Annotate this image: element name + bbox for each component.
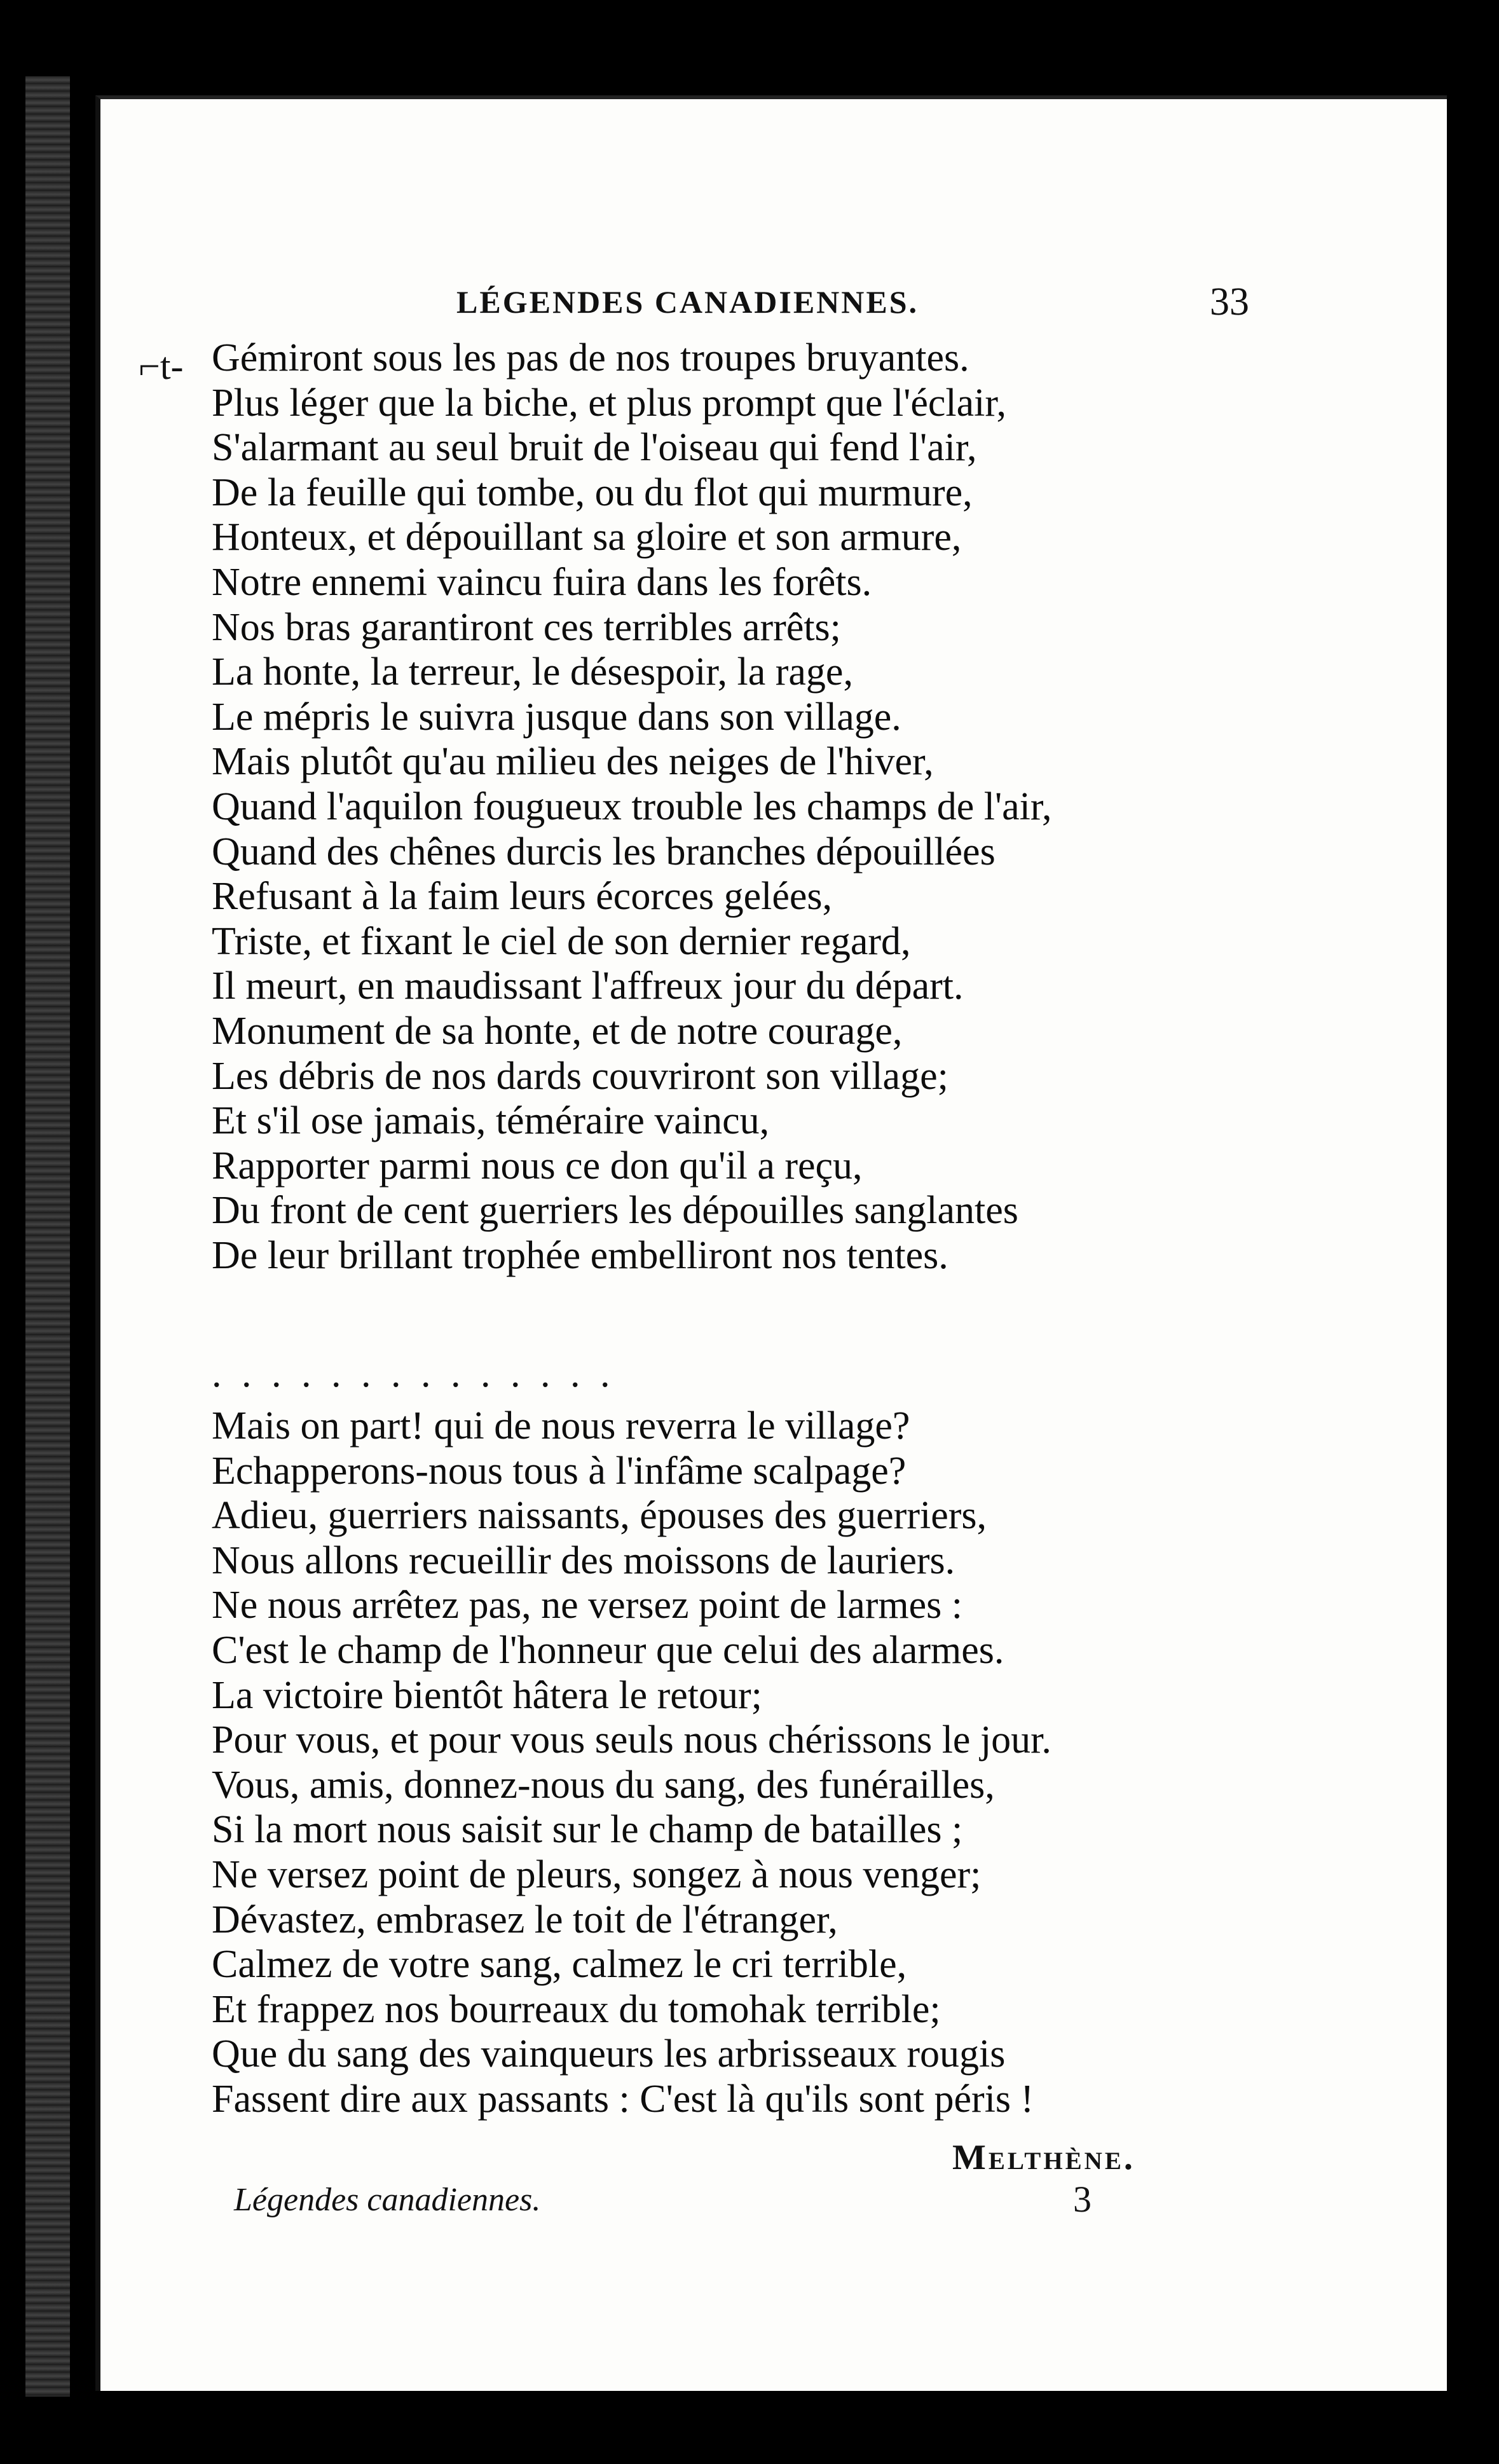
verse-line: Monument de sa honte, et de notre courage, xyxy=(212,1009,903,1053)
verse-line: S'alarmant au seul bruit de l'oiseau qui fend l'air, xyxy=(212,426,977,470)
page-header xyxy=(100,280,1447,334)
verse-line: Nos bras garantiront ces terribles arrêts; xyxy=(212,605,841,649)
verse-line: Ne nous arrêtez pas, ne versez point de larmes : xyxy=(212,1584,962,1627)
author-signature: Melthène. xyxy=(952,2138,1135,2177)
page-number: 33 xyxy=(1210,280,1249,324)
verse-line: Dévastez, embrasez le toit de l'étranger, xyxy=(212,1898,838,1941)
verse-line: De la feuille qui tombe, ou du flot qui murmure, xyxy=(212,470,973,514)
poem-stanza-2 xyxy=(212,1404,1420,2122)
verse-line: Du front de cent guerriers les dépouilles sanglantes xyxy=(212,1189,1018,1233)
book-page xyxy=(95,95,1447,2391)
verse-line: Calmez de votre sang, calmez le cri terrible, xyxy=(212,1943,907,1987)
verse-line: Mais on part! qui de nous reverra le village? xyxy=(212,1404,910,1448)
running-title: LÉGENDES CANADIENNES. xyxy=(456,284,919,320)
verse-line: Et s'il ose jamais, téméraire vaincu, xyxy=(212,1099,770,1143)
verse-line: Quand l'aquilon fougueux trouble les champs de l'air, xyxy=(212,784,1052,828)
verse-line: Et frappez nos bourreaux du tomohak terrible; xyxy=(212,1987,941,2031)
verse-line: La honte, la terreur, le désespoir, la rage, xyxy=(212,650,853,694)
verse-line: Honteux, et dépouillant sa gloire et son armure, xyxy=(212,516,962,559)
verse-line: Il meurt, en maudissant l'affreux jour du départ. xyxy=(212,964,964,1008)
verse-line: Ne versez point de pleurs, songez à nous venger; xyxy=(212,1852,982,1896)
verse-line: Mais plutôt qu'au milieu des neiges de l'hiver, xyxy=(212,740,934,784)
verse-line: Quand des chênes durcis les branches dépouillées xyxy=(212,830,996,873)
signature-mark: 3 xyxy=(1073,2179,1092,2220)
verse-line: De leur brillant trophée embelliront nos tentes. xyxy=(212,1233,948,1277)
verse-line: Nous allons recueillir des moissons de lauriers. xyxy=(212,1538,955,1582)
verse-line: La victoire bientôt hâtera le retour; xyxy=(212,1673,762,1717)
ellipsis-row: . . . . . . . . . . . . . . xyxy=(212,1352,615,1395)
verse-line: Si la mort nous saisit sur le champ de batailles ; xyxy=(212,1808,963,1852)
verse-line: Fassent dire aux passants : C'est là qu'ils sont péris ! xyxy=(212,2077,1034,2121)
footer-title: Légendes canadiennes. xyxy=(234,2182,541,2218)
verse-line: Refusant à la faim leurs écorces gelées, xyxy=(212,875,833,919)
verse-line: Plus léger que la biche, et plus prompt que l'éclair, xyxy=(212,381,1007,425)
verse-line: Pour vous, et pour vous seuls nous chérissons le jour. xyxy=(212,1718,1051,1762)
verse-line: Rapporter parmi nous ce don qu'il a reçu, xyxy=(212,1144,863,1188)
margin-mark: ⌐t- xyxy=(139,345,184,387)
poem-stanza-1 xyxy=(212,336,1420,1278)
verse-line: Adieu, guerriers naissants, épouses des guerriers, xyxy=(212,1494,987,1538)
verse-line: Que du sang des vainqueurs les arbrisseaux rougis xyxy=(212,2032,1006,2076)
verse-line: Le mépris le suivra jusque dans son village. xyxy=(212,695,901,739)
verse-line: C'est le champ de l'honneur que celui des alarmes. xyxy=(212,1628,1004,1672)
verse-line: Les débris de nos dards couvriront son village; xyxy=(212,1054,948,1098)
verse-line: Vous, amis, donnez-nous du sang, des funérailles, xyxy=(212,1763,995,1807)
verse-line: Notre ennemi vaincu fuira dans les forêts. xyxy=(212,560,872,604)
book-edge xyxy=(25,76,70,2397)
verse-line: Echapperons-nous tous à l'infâme scalpage? xyxy=(212,1449,907,1493)
verse-line: Gémiront sous les pas de nos troupes bruyantes. xyxy=(212,336,969,380)
verse-line: Triste, et fixant le ciel de son dernier regard, xyxy=(212,919,911,963)
